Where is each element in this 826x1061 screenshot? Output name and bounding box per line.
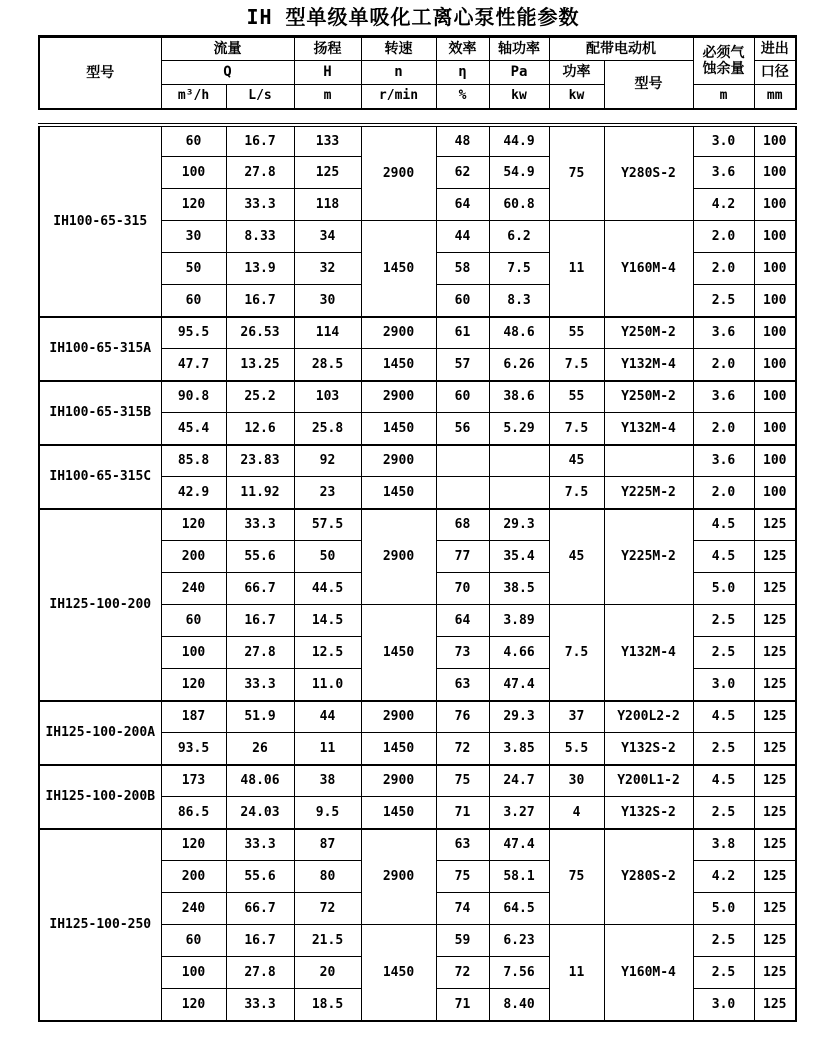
col-header-port-line2: 口径 <box>754 61 796 85</box>
data-cell: 1450 <box>361 605 436 701</box>
data-cell: 125 <box>754 701 796 733</box>
data-cell: 240 <box>161 573 226 605</box>
data-cell: 7.5 <box>549 349 604 381</box>
data-cell: 100 <box>161 957 226 989</box>
data-cell: 16.7 <box>226 125 294 157</box>
unit-flow-m3h: m³/h <box>161 85 226 109</box>
data-cell: Y200L2-2 <box>604 701 693 733</box>
data-cell: 33.3 <box>226 669 294 701</box>
data-cell: 57 <box>436 349 489 381</box>
data-cell: Y200L1-2 <box>604 765 693 797</box>
data-cell: 27.8 <box>226 957 294 989</box>
data-cell: 47.7 <box>161 349 226 381</box>
npsh-header-line2: 蚀余量 <box>702 61 745 77</box>
data-cell: 7.5 <box>549 605 604 701</box>
data-cell: 125 <box>754 797 796 829</box>
data-cell: Y280S-2 <box>604 829 693 925</box>
data-cell: 75 <box>436 861 489 893</box>
data-cell: 100 <box>754 157 796 189</box>
data-cell: Y132M-4 <box>604 605 693 701</box>
data-cell: 120 <box>161 189 226 221</box>
data-cell: 32 <box>294 253 361 285</box>
data-cell: 11 <box>549 925 604 1021</box>
data-cell: 125 <box>754 573 796 605</box>
data-cell: Y160M-4 <box>604 925 693 1021</box>
data-cell: 2.0 <box>693 413 754 445</box>
data-cell: 125 <box>754 669 796 701</box>
data-cell: 2900 <box>361 509 436 605</box>
data-cell: Y225M-2 <box>604 509 693 605</box>
pump-model-cell: IH100-65-315C <box>39 445 161 509</box>
data-cell: 85.8 <box>161 445 226 477</box>
unit-npsh: m <box>693 85 754 109</box>
data-cell: 100 <box>754 285 796 317</box>
unit-head: m <box>294 85 361 109</box>
data-cell: Y250M-2 <box>604 317 693 349</box>
data-cell: 125 <box>754 893 796 925</box>
data-cell: 76 <box>436 701 489 733</box>
data-cell: 14.5 <box>294 605 361 637</box>
data-cell: 2.5 <box>693 957 754 989</box>
data-cell: 35.4 <box>489 541 549 573</box>
data-cell: 100 <box>754 189 796 221</box>
data-cell: 44.5 <box>294 573 361 605</box>
data-cell: 60 <box>161 285 226 317</box>
data-cell: 56 <box>436 413 489 445</box>
data-cell: 75 <box>549 125 604 221</box>
data-cell: 21.5 <box>294 925 361 957</box>
spec-table-header <box>38 35 797 110</box>
data-cell: 48.6 <box>489 317 549 349</box>
data-cell: 3.8 <box>693 829 754 861</box>
data-cell: 60.8 <box>489 189 549 221</box>
data-cell <box>436 445 489 477</box>
data-cell: 20 <box>294 957 361 989</box>
data-cell: 70 <box>436 573 489 605</box>
data-cell: 4.5 <box>693 509 754 541</box>
data-cell: 33.3 <box>226 189 294 221</box>
page-title: IH 型单级单吸化工离心泵性能参数 <box>246 5 580 29</box>
data-cell: 120 <box>161 669 226 701</box>
data-cell: 55 <box>549 381 604 413</box>
data-cell: 60 <box>161 925 226 957</box>
data-cell: 30 <box>294 285 361 317</box>
data-cell: 2.0 <box>693 477 754 509</box>
data-cell: 5.0 <box>693 893 754 925</box>
data-cell: 23 <box>294 477 361 509</box>
data-cell: 1450 <box>361 733 436 765</box>
data-cell: 5.29 <box>489 413 549 445</box>
data-cell: 103 <box>294 381 361 413</box>
data-cell: 2.0 <box>693 349 754 381</box>
data-cell: 4.5 <box>693 541 754 573</box>
data-cell: 125 <box>754 605 796 637</box>
data-cell: 2.5 <box>693 797 754 829</box>
data-cell: 2900 <box>361 381 436 413</box>
data-cell: 50 <box>161 253 226 285</box>
data-cell: 2.0 <box>693 221 754 253</box>
unit-flow-ls: L/s <box>226 85 294 109</box>
table-row <box>39 125 796 157</box>
table-row <box>39 765 796 797</box>
data-cell: 30 <box>161 221 226 253</box>
col-header-head: 扬程 <box>294 37 361 61</box>
npsh-header-line1: 必须气 <box>702 44 745 61</box>
data-cell: 54.9 <box>489 157 549 189</box>
data-cell: 125 <box>754 541 796 573</box>
data-cell: 125 <box>754 925 796 957</box>
table-row <box>39 701 796 733</box>
data-cell: 13.9 <box>226 253 294 285</box>
data-cell: 2.5 <box>693 925 754 957</box>
pump-model-cell: IH100-65-315B <box>39 381 161 445</box>
table-row <box>39 829 796 861</box>
data-cell: 16.7 <box>226 285 294 317</box>
data-cell: 118 <box>294 189 361 221</box>
data-cell: 100 <box>754 317 796 349</box>
data-cell: 29.3 <box>489 701 549 733</box>
data-cell: 2900 <box>361 125 436 221</box>
data-cell: 1450 <box>361 797 436 829</box>
data-cell: 5.0 <box>693 573 754 605</box>
data-cell: 7.5 <box>489 253 549 285</box>
data-cell: 2900 <box>361 829 436 925</box>
data-cell: 7.56 <box>489 957 549 989</box>
data-cell <box>436 477 489 509</box>
table-row <box>39 509 796 541</box>
data-cell: 125 <box>754 861 796 893</box>
data-cell: 62 <box>436 157 489 189</box>
col-header-speed-symbol: n <box>361 61 436 85</box>
data-cell: 44 <box>436 221 489 253</box>
data-cell: 11.0 <box>294 669 361 701</box>
data-cell: 2.5 <box>693 605 754 637</box>
data-cell: 75 <box>549 829 604 925</box>
data-cell: 3.6 <box>693 381 754 413</box>
col-header-shaft-power: 轴功率 <box>489 37 549 61</box>
data-cell: 3.0 <box>693 669 754 701</box>
data-cell: 48 <box>436 125 489 157</box>
data-cell: 125 <box>754 957 796 989</box>
data-cell: 125 <box>754 765 796 797</box>
data-cell: Y250M-2 <box>604 381 693 413</box>
data-cell: Y280S-2 <box>604 125 693 221</box>
data-cell: 9.5 <box>294 797 361 829</box>
data-cell: 55.6 <box>226 861 294 893</box>
data-cell: 2900 <box>361 765 436 797</box>
pump-table-body <box>39 125 796 1021</box>
data-cell: 26.53 <box>226 317 294 349</box>
data-cell: 25.8 <box>294 413 361 445</box>
pump-model-cell: IH125-100-200 <box>39 509 161 701</box>
data-cell: 44 <box>294 701 361 733</box>
data-cell: 11 <box>549 221 604 317</box>
data-cell: 27.8 <box>226 157 294 189</box>
data-cell: 58 <box>436 253 489 285</box>
data-cell: 120 <box>161 989 226 1021</box>
data-cell: 100 <box>754 349 796 381</box>
data-cell: 2.5 <box>693 637 754 669</box>
data-cell: 72 <box>294 893 361 925</box>
data-cell: 72 <box>436 733 489 765</box>
data-cell: 3.0 <box>693 989 754 1021</box>
data-cell: Y132M-4 <box>604 413 693 445</box>
data-cell <box>489 477 549 509</box>
data-cell: 59 <box>436 925 489 957</box>
data-cell: 3.85 <box>489 733 549 765</box>
col-header-port-line1: 进出 <box>754 37 796 61</box>
data-cell: 18.5 <box>294 989 361 1021</box>
unit-speed: r/min <box>361 85 436 109</box>
data-cell: 64 <box>436 605 489 637</box>
data-cell: 100 <box>754 221 796 253</box>
data-cell: 125 <box>294 157 361 189</box>
data-cell: 1450 <box>361 925 436 1021</box>
data-cell: 60 <box>161 125 226 157</box>
data-cell: 125 <box>754 829 796 861</box>
data-cell: 50 <box>294 541 361 573</box>
col-header-pump-model: 型号 <box>39 37 161 109</box>
col-header-motor-group: 配带电动机 <box>549 37 693 61</box>
data-cell: 73 <box>436 637 489 669</box>
col-header-motor-model: 型号 <box>604 61 693 109</box>
data-cell: 100 <box>161 157 226 189</box>
data-cell: 4.5 <box>693 765 754 797</box>
data-cell: 38 <box>294 765 361 797</box>
data-cell: 4.2 <box>693 861 754 893</box>
data-cell: 8.33 <box>226 221 294 253</box>
data-cell: 11 <box>294 733 361 765</box>
unit-efficiency: % <box>436 85 489 109</box>
data-cell: 60 <box>161 605 226 637</box>
data-cell: 60 <box>436 285 489 317</box>
data-cell: 7.5 <box>549 413 604 445</box>
pump-model-cell: IH125-100-200A <box>39 701 161 765</box>
data-cell: 68 <box>436 509 489 541</box>
data-cell: 27.8 <box>226 637 294 669</box>
data-cell: 13.25 <box>226 349 294 381</box>
data-cell: 61 <box>436 317 489 349</box>
data-cell: 6.2 <box>489 221 549 253</box>
data-cell: 86.5 <box>161 797 226 829</box>
data-cell: 60 <box>436 381 489 413</box>
data-cell: 1450 <box>361 221 436 317</box>
data-cell: 240 <box>161 893 226 925</box>
data-cell: 71 <box>436 989 489 1021</box>
data-cell: 200 <box>161 861 226 893</box>
data-cell: Y225M-2 <box>604 477 693 509</box>
data-cell: 125 <box>754 989 796 1021</box>
data-cell: 2900 <box>361 317 436 349</box>
data-cell: 120 <box>161 829 226 861</box>
data-cell: 44.9 <box>489 125 549 157</box>
data-cell: 87 <box>294 829 361 861</box>
data-cell: 3.6 <box>693 157 754 189</box>
data-cell: 11.92 <box>226 477 294 509</box>
data-cell: 100 <box>754 381 796 413</box>
data-cell: 45 <box>549 509 604 605</box>
data-cell: 93.5 <box>161 733 226 765</box>
data-cell: 24.7 <box>489 765 549 797</box>
data-cell: 55.6 <box>226 541 294 573</box>
data-cell <box>604 445 693 477</box>
data-cell: 47.4 <box>489 669 549 701</box>
table-row <box>39 381 796 413</box>
data-cell: 125 <box>754 637 796 669</box>
data-cell: 90.8 <box>161 381 226 413</box>
data-cell: 173 <box>161 765 226 797</box>
pump-model-cell: IH100-65-315A <box>39 317 161 381</box>
data-cell: 187 <box>161 701 226 733</box>
data-cell: 34 <box>294 221 361 253</box>
data-cell: 200 <box>161 541 226 573</box>
data-cell: 30 <box>549 765 604 797</box>
data-cell: 33.3 <box>226 989 294 1021</box>
data-cell: 133 <box>294 125 361 157</box>
header-row-1 <box>39 37 796 61</box>
data-cell: Y132M-4 <box>604 349 693 381</box>
data-cell: 100 <box>161 637 226 669</box>
col-header-efficiency-symbol: η <box>436 61 489 85</box>
data-cell: 25.2 <box>226 381 294 413</box>
data-cell: 120 <box>161 509 226 541</box>
data-cell: 63 <box>436 669 489 701</box>
col-header-head-symbol: H <box>294 61 361 85</box>
data-cell: 45 <box>549 445 604 477</box>
data-cell: 24.03 <box>226 797 294 829</box>
col-header-speed: 转速 <box>361 37 436 61</box>
data-cell: 71 <box>436 797 489 829</box>
col-header-shaft-power-symbol: Pa <box>489 61 549 85</box>
data-cell: 3.6 <box>693 317 754 349</box>
data-cell: 95.5 <box>161 317 226 349</box>
data-cell: 100 <box>754 445 796 477</box>
data-cell: 3.0 <box>693 125 754 157</box>
data-cell: 45.4 <box>161 413 226 445</box>
data-cell: 92 <box>294 445 361 477</box>
data-cell: 2.5 <box>693 733 754 765</box>
data-cell: 28.5 <box>294 349 361 381</box>
data-cell: 100 <box>754 413 796 445</box>
data-cell: 48.06 <box>226 765 294 797</box>
data-cell: 125 <box>754 509 796 541</box>
data-cell: 33.3 <box>226 829 294 861</box>
data-cell: 42.9 <box>161 477 226 509</box>
data-cell: 63 <box>436 829 489 861</box>
data-cell <box>489 445 549 477</box>
data-cell: 3.6 <box>693 445 754 477</box>
col-header-flow-symbol: Q <box>161 61 294 85</box>
data-cell: 66.7 <box>226 893 294 925</box>
pump-model-cell: IH125-100-200B <box>39 765 161 829</box>
data-cell: 8.3 <box>489 285 549 317</box>
data-cell: 6.23 <box>489 925 549 957</box>
data-cell: 12.5 <box>294 637 361 669</box>
data-cell: 1450 <box>361 413 436 445</box>
data-cell: 55 <box>549 317 604 349</box>
data-cell: 16.7 <box>226 605 294 637</box>
spec-table-body <box>38 123 797 1022</box>
data-cell: 4 <box>549 797 604 829</box>
table-row <box>39 445 796 477</box>
data-cell: Y132S-2 <box>604 733 693 765</box>
data-cell: 74 <box>436 893 489 925</box>
data-cell: 29.3 <box>489 509 549 541</box>
data-cell: 3.89 <box>489 605 549 637</box>
data-cell: 100 <box>754 253 796 285</box>
unit-shaft-power: kw <box>489 85 549 109</box>
data-cell: 7.5 <box>549 477 604 509</box>
data-cell: 4.5 <box>693 701 754 733</box>
data-cell: 77 <box>436 541 489 573</box>
data-cell: Y160M-4 <box>604 221 693 317</box>
data-cell: 100 <box>754 125 796 157</box>
data-cell: 2.0 <box>693 253 754 285</box>
unit-motor-power: kw <box>549 85 604 109</box>
data-cell: 5.5 <box>549 733 604 765</box>
data-cell: 64.5 <box>489 893 549 925</box>
unit-port: mm <box>754 85 796 109</box>
data-cell: 1450 <box>361 477 436 509</box>
data-cell: 6.26 <box>489 349 549 381</box>
data-cell: 37 <box>549 701 604 733</box>
data-cell: 72 <box>436 957 489 989</box>
data-cell: 100 <box>754 477 796 509</box>
data-cell: 26 <box>226 733 294 765</box>
data-cell: 23.83 <box>226 445 294 477</box>
data-cell: 3.27 <box>489 797 549 829</box>
data-cell: 38.5 <box>489 573 549 605</box>
data-cell: 57.5 <box>294 509 361 541</box>
data-cell: 51.9 <box>226 701 294 733</box>
table-row <box>39 317 796 349</box>
data-cell: 2900 <box>361 701 436 733</box>
data-cell: 125 <box>754 733 796 765</box>
data-cell: 80 <box>294 861 361 893</box>
data-cell: 2.5 <box>693 285 754 317</box>
data-cell: 12.6 <box>226 413 294 445</box>
col-header-npsh <box>693 37 754 85</box>
data-cell: 47.4 <box>489 829 549 861</box>
data-cell: Y132S-2 <box>604 797 693 829</box>
data-cell: 33.3 <box>226 509 294 541</box>
data-cell: 64 <box>436 189 489 221</box>
data-cell: 58.1 <box>489 861 549 893</box>
data-cell: 8.40 <box>489 989 549 1021</box>
data-cell: 114 <box>294 317 361 349</box>
col-header-efficiency: 效率 <box>436 37 489 61</box>
data-cell: 75 <box>436 765 489 797</box>
data-cell: 1450 <box>361 349 436 381</box>
data-cell: 38.6 <box>489 381 549 413</box>
data-cell: 4.66 <box>489 637 549 669</box>
data-cell: 66.7 <box>226 573 294 605</box>
data-cell: 2900 <box>361 445 436 477</box>
pump-model-cell: IH125-100-250 <box>39 829 161 1021</box>
data-cell: 16.7 <box>226 925 294 957</box>
pump-model-cell: IH100-65-315 <box>39 125 161 317</box>
col-header-flow: 流量 <box>161 37 294 61</box>
data-cell: 4.2 <box>693 189 754 221</box>
col-header-motor-power: 功率 <box>549 61 604 85</box>
